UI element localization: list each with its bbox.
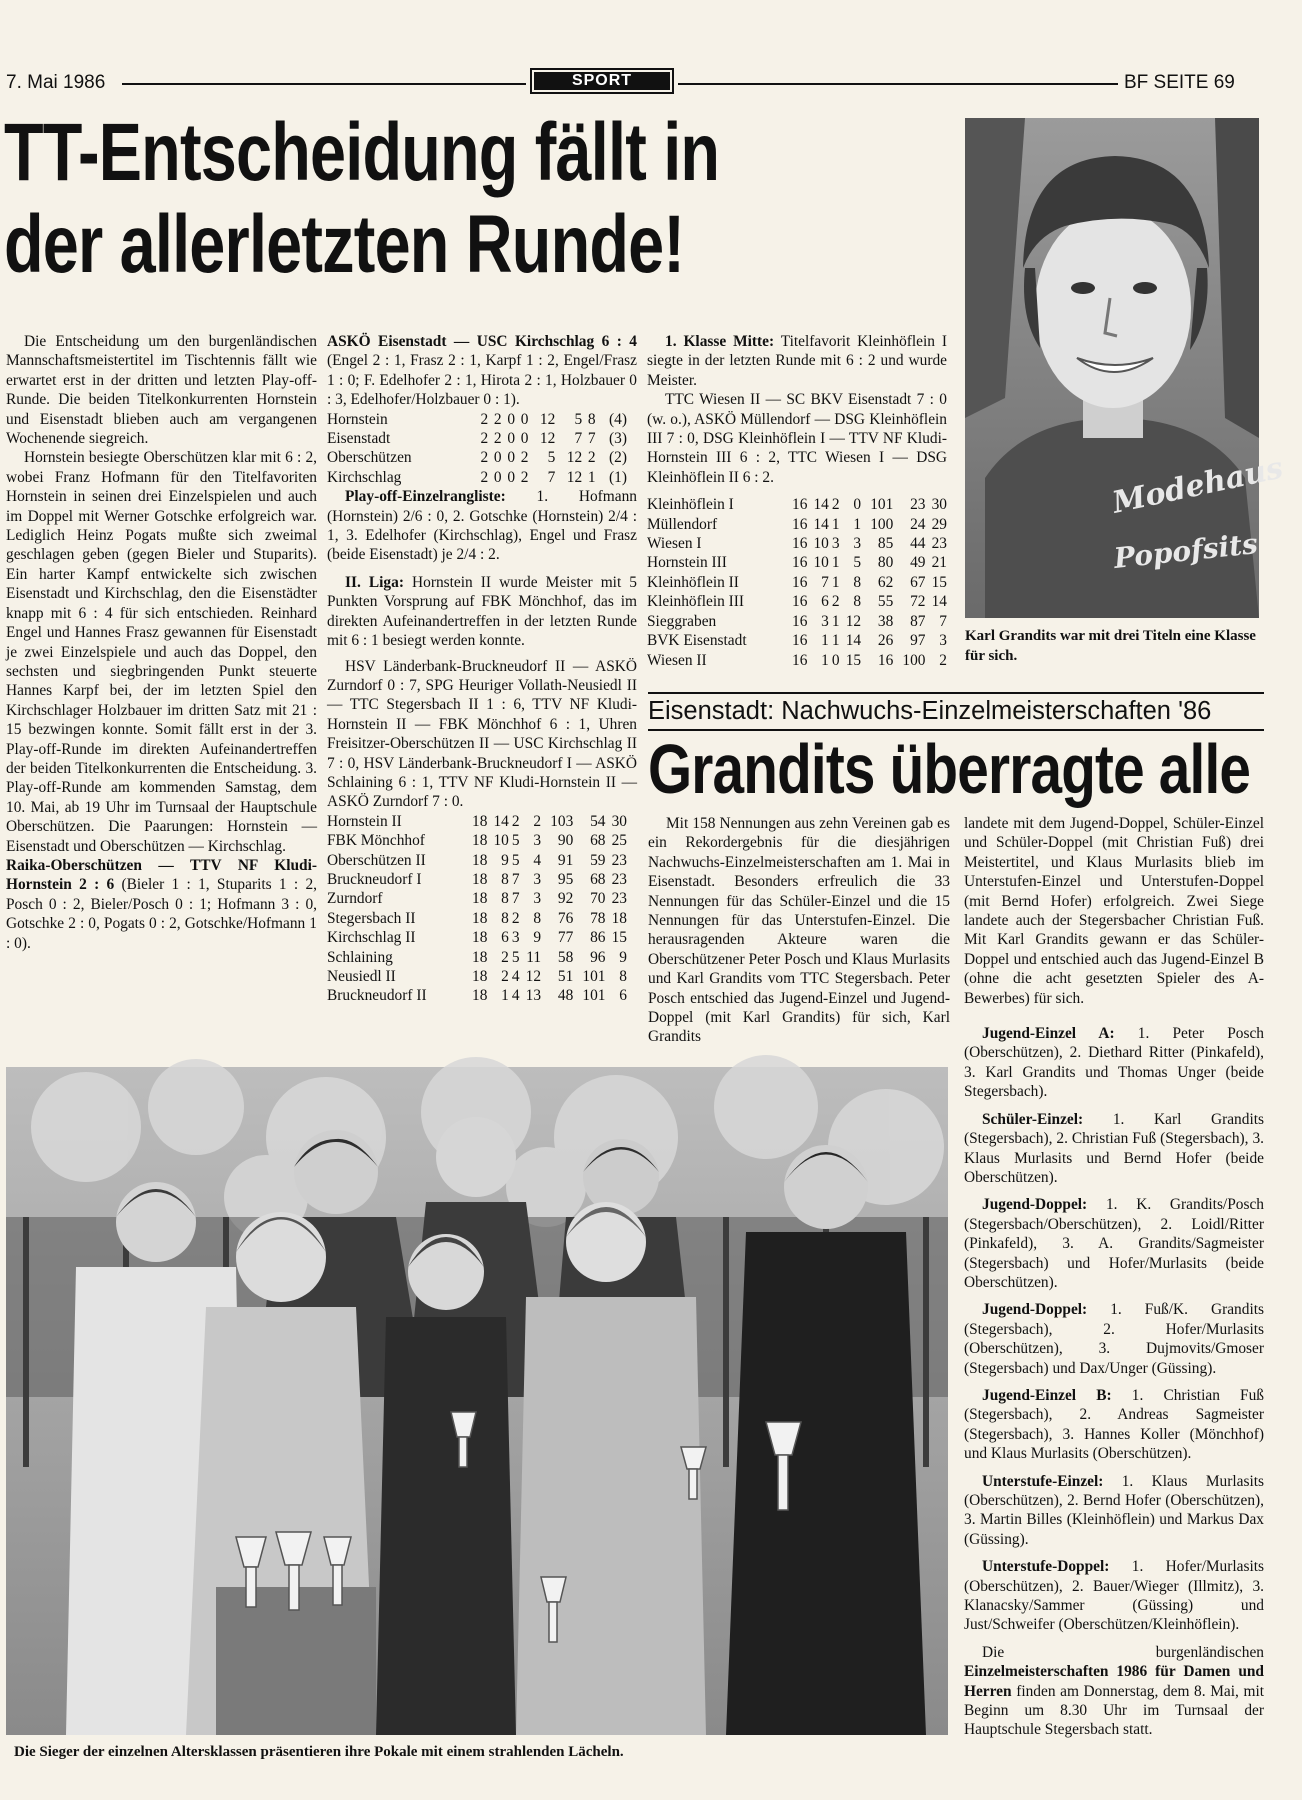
stat-cell: 15 xyxy=(611,929,627,947)
stat-cell: 1 xyxy=(853,515,862,533)
paragraph: 1. Hofmann (Hornstein) 2/6 : 0, 2. Gotschke (Hornstein) 2/4 : 1, 3. Edelhofer (Kirchschlag), Engel und Frasz (beide Eisenstadt) je 2/4 : 2. xyxy=(327,488,637,564)
stat-cell: 12 xyxy=(566,449,583,467)
table-row xyxy=(327,889,627,908)
stat-cell: 12 xyxy=(539,430,556,448)
article2-kicker: Eisenstadt: Nachwuchs-Einzelmeisterschaften '86 xyxy=(648,697,1212,725)
stat-cell: 14 xyxy=(931,593,947,611)
result-text: 1. Peter Posch (Oberschützen), 2. Diethard Ritter (Pinkafeld), 3. Karl Grandits und Thomas Unger (beide Stegersbach). xyxy=(964,1025,1264,1101)
paragraph: Titelfavorit Kleinhöflein I siegte in der letzten Runde mit 6 : 2 und wurde Meister. xyxy=(647,333,947,389)
stat-cell: 26 xyxy=(877,632,894,650)
stat-cell: 6 xyxy=(821,593,829,611)
stat-cell: 3 xyxy=(831,535,840,553)
paragraph-head: II. Liga: xyxy=(345,573,404,591)
portrait-image xyxy=(965,118,1287,618)
stat-cell: 18 xyxy=(611,909,627,927)
stat-cell: 2 xyxy=(480,449,489,467)
table-row xyxy=(647,631,947,650)
stat-cell: 2 xyxy=(831,496,840,514)
headline-line-1: TT-Entscheidung fällt in xyxy=(4,107,720,198)
paragraph: Hornstein besiegte Oberschützen klar mit 6 : 2, wobei Franz Hofmann für den Titelfavoriten Hornstein in seinen drei Einzelspielen und auch im Doppel mit Werner Gotschke erfolgreich war. Lediglich Heinz Pogats mußte sich zweimal geschlagen geben (gegen Bieler und Stuparits). Ein harter Kampf entwickelte sich zwischen Eisenstadt und Kirchschlag, den die Eisenstädter knapp mit 6 : 4 für sich entschieden. Reinhard Engel und Hannes Frasz gewannen für Eisenstadt je zwei Einzelspiele und auch das Doppel, den sechsten und siegbringenden Punkt steuerte Hannes Karpf bei, der im letzten Spiel den Kirchschlager Holzbauer im dritten Satz mit 21 : 15 bezwingen konnte. Somit fällt erst in der 3. Play-off-Runde im direkten Aufeinandertreffen der beiden Titelkonkurrenten die Entscheidung. 3. Play-off-Runde am kommenden Samstag, dem 10. Mai, ab 19 Uhr im Turnsaal der Hauptschule Oberschützen. Die Paarungen: Hornstein — Eisenstadt und Oberschützen — Kirchschlag. xyxy=(6,449,317,855)
stat-cell: 5 xyxy=(574,410,583,428)
stat-cell: 44 xyxy=(910,535,926,553)
stat-cell: 100 xyxy=(870,515,894,533)
stat-cell: 14 xyxy=(813,515,829,533)
paragraph: HSV Länderbank-Bruckneudorf II — ASKÖ Zurndorf 0 : 7, SPG Heuriger Vollath-Neusiedl II — TTC Stegersbach II 1 : 6, TTV NF Kludi-Hornstein II — FBK Mönchhof 6 : 1, Uhren Freisitzer-Oberschützen II — USC Kirchschlag II 7 : 0, HSV Länderbank-Bruckneudorf I — ASKÖ Schlaining 6 : 1, TTV NF Kludi-Hornstein II — ASKÖ Zurndorf 7 : 0. xyxy=(327,657,637,811)
stat-cell: 5 xyxy=(547,449,556,467)
team-name: Schlaining xyxy=(327,948,393,966)
paragraph: Mit 158 Nennungen aus zehn Vereinen gab es ein Rekordergebnis für die diesjährigen Nachwuchs-Einzelmeisterschaften am 1. Mai in Eisenstadt. Besonders erfreulich die 33 Nennungen für das Schüler-Einzel und die 15 Nennungen für das Unterstufen-Einzel. Die herausragenden Akteure waren die Oberschützener Peter Posch und Klaus Murlasits und Karl Grandits vom TTC Stegersbach. Peter Posch entschied das Jugend-Einzel und Jugend-Doppel (mit Karl Grandits) für sich, Karl Grandits xyxy=(648,815,950,1046)
stat-cell: 9 xyxy=(619,948,627,966)
portrait-photo xyxy=(965,118,1287,618)
stat-cell: 49 xyxy=(910,554,926,572)
stat-cell: 8 xyxy=(501,870,509,888)
team-name: Neusiedl II xyxy=(327,968,396,985)
result-text: 1. Fuß/K. Grandits (Stegersbach), 2. Hofer/Murlasits (Oberschützen), 3. Dujmovits/Gmoser (Stegersbach) und Dax/Unger (Güssing). xyxy=(964,1301,1264,1377)
stat-cell: 16 xyxy=(792,535,808,553)
stat-cell: 86 xyxy=(590,929,606,947)
stat-cell: 21 xyxy=(931,554,947,572)
stat-cell: 67 xyxy=(910,573,926,591)
table-row xyxy=(647,612,947,631)
stat-cell: 8 xyxy=(853,573,862,591)
stat-cell: 16 xyxy=(792,612,808,630)
stat-cell: 97 xyxy=(910,632,926,650)
stat-cell: 96 xyxy=(590,948,606,966)
article2-column-2 xyxy=(964,814,1264,1740)
stat-cell: 68 xyxy=(590,870,606,888)
stat-cell: 1 xyxy=(831,632,840,650)
stat-cell: 0 xyxy=(493,449,502,467)
stat-cell: 16 xyxy=(877,651,894,669)
closing-post: finden am Donnerstag, dem 8. Mai, mit Beginn um 8.30 Uhr im Turnsaal der Hauptschule Stegersbach statt. xyxy=(964,1682,1264,1739)
table-row xyxy=(327,870,627,889)
stat-cell: 18 xyxy=(472,851,488,869)
stat-cell: 10 xyxy=(493,832,509,850)
result-text: 1. K. Grandits/Posch (Stegersbach/Oberschützen), 2. Loidl/Ritter (Pinkafeld), 3. A. Grandits/Sagmeister (Stegersbach) und Hofer/Murlasits (beide Oberschützen). xyxy=(964,1196,1264,1291)
stat-cell: 48 xyxy=(557,987,574,1005)
result-entry xyxy=(964,1557,1264,1635)
paragraph-head: Raika-Oberschützen — TTV NF Kludi-Hornstein 2 : 6 xyxy=(6,856,317,894)
stat-cell: 14 xyxy=(493,812,509,830)
table-row xyxy=(647,534,947,553)
stat-cell: 1 xyxy=(821,651,829,669)
liga2-table xyxy=(327,812,627,1006)
stat-cell: 72 xyxy=(910,593,926,611)
stat-cell: 1 xyxy=(831,515,840,533)
stat-cell: 7 xyxy=(511,870,520,888)
stat-cell: (4) xyxy=(609,410,627,428)
stat-cell: 7 xyxy=(511,890,520,908)
stat-cell: 90 xyxy=(557,832,574,850)
result-category: Jugend-Doppel: xyxy=(982,1301,1088,1319)
stat-cell: 92 xyxy=(557,890,574,908)
stat-cell: 8 xyxy=(501,909,509,927)
stat-cell: 11 xyxy=(526,948,542,966)
paragraph: Die Entscheidung um den burgenländischen Mannschaftsmeistertitel im Tischtennis fällt wie erwartet erst in der dritten und letzten Play-off-Runde. Die beiden Titelkonkurrenten Hornstein und Eisenstadt blieben auch am vergangenen Wochenende siegreich. xyxy=(6,333,317,448)
group-photo-image xyxy=(6,1067,948,1735)
paragraph-head: Play-off-Einzelrangliste: xyxy=(345,488,506,506)
portrait-caption: Karl Grandits war mit drei Titeln eine Klasse für sich. xyxy=(965,628,1256,664)
paragraph: (Bieler 1 : 1, Stuparits 1 : 2, Posch 0 : 2, Bieler/Posch 0 : 1; Hofmann 3 : 0, Gotschke 2 : 0, Pogats 0 : 2, Gotschke/Hofmann 1 : 0). xyxy=(6,876,317,952)
result-text: 1. Klaus Murlasits (Oberschützen), 2. Bernd Hofer (Oberschützen), 3. Martin Billes (Kleinhöflein) und Markus Dax (Güssing). xyxy=(964,1472,1264,1548)
stat-cell: 18 xyxy=(472,948,488,966)
stat-cell: 1 xyxy=(831,554,840,572)
stat-cell: 7 xyxy=(587,430,596,448)
header-date: 7. Mai 1986 xyxy=(6,72,106,93)
table-row xyxy=(327,851,627,870)
stat-cell: 55 xyxy=(877,593,894,611)
stat-cell: 15 xyxy=(931,573,947,591)
stat-cell: 18 xyxy=(472,832,488,850)
stat-cell: 13 xyxy=(525,987,542,1005)
header-rule-left xyxy=(122,83,526,85)
stat-cell: (3) xyxy=(609,430,627,448)
table-row xyxy=(327,909,627,928)
group-photo xyxy=(6,1067,948,1735)
stat-cell: 16 xyxy=(792,632,808,650)
stat-cell: 30 xyxy=(611,812,627,830)
stat-cell: 70 xyxy=(590,890,606,908)
team-name: Oberschützen II xyxy=(327,851,426,869)
stat-cell: 23 xyxy=(611,890,627,908)
stat-cell: 12 xyxy=(539,410,556,428)
stat-cell: 2 xyxy=(501,948,509,966)
stat-cell: 0 xyxy=(853,496,862,514)
result-category: Jugend-Doppel: xyxy=(982,1196,1088,1214)
shirt-text-2: Popofsits xyxy=(1112,527,1260,575)
paragraph-head: 1. Klasse Mitte: xyxy=(665,333,775,350)
stat-cell: 1 xyxy=(587,468,596,486)
stat-cell: 9 xyxy=(501,851,509,869)
stat-cell: 1 xyxy=(501,987,509,1005)
stat-cell: 3 xyxy=(853,535,862,553)
stat-cell: 2 xyxy=(587,449,596,467)
article1-column-3 xyxy=(647,332,947,670)
table-row xyxy=(327,812,627,831)
team-name: BVK Eisenstadt xyxy=(647,632,747,650)
stat-cell: 7 xyxy=(821,573,829,591)
stat-cell: 8 xyxy=(501,890,509,908)
stat-cell: 5 xyxy=(511,832,520,850)
table-row xyxy=(327,410,627,429)
team-name: FBK Mönchhof xyxy=(327,832,425,850)
stat-cell: 101 xyxy=(870,496,894,514)
team-name: Bruckneudorf I xyxy=(327,870,422,888)
stat-cell: 7 xyxy=(574,430,583,448)
stat-cell: 15 xyxy=(845,651,862,669)
team-name: Kirchschlag xyxy=(327,468,402,486)
result-entry xyxy=(964,1300,1264,1378)
stat-cell: 2 xyxy=(511,909,520,927)
stat-cell: 3 xyxy=(939,632,947,650)
results-list xyxy=(964,1024,1264,1635)
section-label: SPORT xyxy=(534,72,670,90)
team-name: Sieggraben xyxy=(647,612,717,630)
article1-column-1 xyxy=(6,332,317,953)
stat-cell: 1 xyxy=(821,632,829,650)
headline-line-2: der allerletzten Runde! xyxy=(4,199,685,290)
stat-cell: 14 xyxy=(845,632,862,650)
stat-cell: 18 xyxy=(472,929,488,947)
stat-cell: 18 xyxy=(472,812,488,830)
table-row xyxy=(647,515,947,534)
stat-cell: 95 xyxy=(557,870,574,888)
closing-bold: Einzelmeisterschaften 1986 für Damen und Herren xyxy=(964,1663,1264,1700)
stat-cell: 16 xyxy=(792,554,808,572)
stat-cell: 29 xyxy=(931,515,947,533)
stat-cell: 23 xyxy=(611,851,627,869)
stat-cell: 0 xyxy=(507,430,516,448)
stat-cell: 1 xyxy=(831,612,840,630)
team-name: Eisenstadt xyxy=(327,430,391,448)
table-row xyxy=(327,986,627,1005)
result-entry xyxy=(964,1110,1264,1188)
table-row xyxy=(647,592,947,611)
stat-cell: 16 xyxy=(792,573,808,591)
paragraph: TTC Wiesen II — SC BKV Eisenstadt 7 : 0 (w. o.), ASKÖ Müllendorf — DSG Kleinhöflein III 7 : 0, DSG Kleinhöflein I — TTV NF Kludi-Hornstein III 6 : 2, TTC Wiesen I — DSG Kleinhöflein II 6 : 2. xyxy=(647,391,947,486)
stat-cell: 25 xyxy=(611,832,627,850)
stat-cell: 30 xyxy=(931,496,947,514)
table-row xyxy=(647,651,947,670)
stat-cell: 2 xyxy=(831,593,840,611)
stat-cell: 58 xyxy=(557,948,574,966)
result-text: 1. Christian Fuß (Stegersbach), 2. Andreas Sagmeister (Stegersbach), 3. Hannes Koller (Mönchhof) und Klaus Murlasits (Oberschützen). xyxy=(964,1386,1264,1463)
stat-cell: 0 xyxy=(520,410,529,428)
paragraph: landete mit dem Jugend-Doppel, Schüler-Einzel und Schüler-Doppel (mit Christian Fuß) drei Meistertitel, und Klaus Murlasits blieb im Unterstufen-Einzel und Unterstufen-Doppel (mit Bernd Hofer) erfolgreich. Zwei Siege landete auch der Stegersbacher Christian Fuß. Mit Karl Grandits gewann er das Schüler-Doppel und entschied auch das Jugend-Einzel B (ohne die acht gesetzten Spieler des A-Bewerbes) für sich. xyxy=(964,815,1264,1007)
paragraph: (Engel 2 : 1, Frasz 2 : 1, Karpf 1 : 2, Engel/Frasz 1 : 0; F. Edelhofer 2 : 1, Hirota 2 : 1, Holzbauer 0 : 3, Edelhofer/Holzbauer 0 : 1). xyxy=(327,352,637,409)
team-name: Bruckneudorf II xyxy=(327,987,427,1005)
stat-cell: 4 xyxy=(511,968,520,985)
result-entry xyxy=(964,1195,1264,1292)
stat-cell: 4 xyxy=(533,851,542,869)
table-row xyxy=(647,573,947,592)
stat-cell: 12 xyxy=(566,468,583,486)
stat-cell: 38 xyxy=(877,612,894,630)
stat-cell: 87 xyxy=(910,612,926,630)
stat-cell: 3 xyxy=(533,870,542,888)
stat-cell: 80 xyxy=(877,554,894,572)
stat-cell: 6 xyxy=(501,929,509,947)
stat-cell: 0 xyxy=(493,468,502,486)
stat-cell: 18 xyxy=(472,968,488,985)
table-row xyxy=(327,429,627,448)
playoff-table xyxy=(327,410,627,488)
stat-cell: 100 xyxy=(902,651,926,669)
team-name: Müllendorf xyxy=(647,515,718,533)
stat-cell: 7 xyxy=(939,612,947,630)
stat-cell: 8 xyxy=(587,410,596,428)
stat-cell: 76 xyxy=(557,909,574,927)
stat-cell: 18 xyxy=(472,890,488,908)
stat-cell: 6 xyxy=(619,987,627,1005)
stat-cell: 2 xyxy=(520,449,529,467)
stat-cell: 16 xyxy=(792,651,808,669)
team-name: Kleinhöflein I xyxy=(647,496,734,514)
stat-cell: 3 xyxy=(821,612,829,630)
team-name: Hornstein III xyxy=(647,554,727,572)
stat-cell: 14 xyxy=(813,496,829,514)
result-entry xyxy=(964,1472,1264,1550)
stat-cell: 5 xyxy=(853,554,862,572)
stat-cell: 2 xyxy=(520,468,529,486)
stat-cell: 23 xyxy=(910,496,926,514)
shirt-text-1: Modehaus xyxy=(1109,450,1287,521)
result-entry xyxy=(964,1386,1264,1464)
paragraph-head: ASKÖ Eisenstadt — USC Kirchschlag 6 : 4 xyxy=(327,333,637,350)
stat-cell: 8 xyxy=(619,968,627,985)
team-name: Kirchschlag II xyxy=(327,929,416,947)
stat-cell: 3 xyxy=(511,929,520,947)
stat-cell: 8 xyxy=(853,593,862,611)
result-entry xyxy=(964,1024,1264,1102)
stat-cell: 16 xyxy=(792,593,808,611)
team-name: Kleinhöflein III xyxy=(647,593,745,611)
result-text: 1. Hofer/Murlasits (Oberschützen), 2. Bauer/Wieger (Illmitz), 3. Klanacsky/Sammer (Güssing) und Just/Schweifer (Oberschützen/Kleinhöflein). xyxy=(964,1558,1264,1634)
stat-cell: 91 xyxy=(557,851,574,869)
article2-rule-top xyxy=(648,692,1264,694)
stat-cell: 59 xyxy=(590,851,606,869)
stat-cell: 10 xyxy=(813,554,829,572)
stat-cell: 12 xyxy=(845,612,862,630)
stat-cell: 54 xyxy=(590,812,606,830)
result-category: Schüler-Einzel: xyxy=(982,1110,1084,1128)
group-photo-caption: Die Sieger der einzelnen Altersklassen präsentieren ihre Pokale mit einem strahlenden Lächeln. xyxy=(14,1744,624,1760)
closing-pre: Die burgenländischen xyxy=(982,1643,1264,1661)
team-name: Hornstein II xyxy=(327,812,402,830)
klasse-mitte-table xyxy=(647,495,947,670)
stat-cell: 23 xyxy=(931,535,947,553)
result-category: Jugend-Einzel A: xyxy=(982,1025,1115,1043)
table-row xyxy=(327,468,627,487)
stat-cell: 3 xyxy=(533,832,542,850)
stat-cell: 101 xyxy=(582,968,606,985)
stat-cell: 2 xyxy=(480,430,489,448)
stat-cell: 2 xyxy=(480,468,489,486)
stat-cell: 16 xyxy=(792,496,808,514)
stat-cell: 103 xyxy=(550,812,574,830)
stat-cell: 2 xyxy=(511,812,520,830)
article1-column-2 xyxy=(327,332,637,1006)
team-name: Oberschützen xyxy=(327,449,412,467)
team-name: Hornstein xyxy=(327,410,388,428)
table-row xyxy=(647,495,947,514)
table-row xyxy=(327,831,627,850)
table-row xyxy=(647,553,947,572)
stat-cell: 12 xyxy=(525,968,542,985)
table-row xyxy=(327,967,627,986)
paragraph: Hornstein II wurde Meister mit 5 Punkten Vorsprung auf FBK Mönchhof, das im direkten Aufeinandertreffen in der letzten Runde mit 6 : 1 besiegt werden konnte. xyxy=(327,573,637,650)
stat-cell: 4 xyxy=(511,987,520,1005)
stat-cell: 24 xyxy=(910,515,926,533)
stat-cell: 8 xyxy=(533,909,542,927)
result-category: Unterstufe-Einzel: xyxy=(982,1472,1104,1490)
stat-cell: 85 xyxy=(877,535,894,553)
stat-cell: 23 xyxy=(611,870,627,888)
stat-cell: 51 xyxy=(557,968,574,985)
stat-cell: 62 xyxy=(877,573,894,591)
result-category: Jugend-Einzel B: xyxy=(982,1386,1112,1404)
stat-cell: 1 xyxy=(831,573,840,591)
article2-column-1 xyxy=(648,814,950,1047)
stat-cell: 0 xyxy=(507,449,516,467)
stat-cell: 2 xyxy=(480,410,489,428)
team-name: Wiesen II xyxy=(647,651,707,669)
result-text: 1. Karl Grandits (Stegersbach), 2. Christian Fuß (Stegersbach), 3. Klaus Murlasits und Bernd Hofer (beide Oberschützen). xyxy=(964,1110,1264,1186)
header-rule-right xyxy=(678,83,1118,85)
section-box xyxy=(530,68,674,94)
article2-headline: Grandits überragte alle xyxy=(648,730,1251,808)
stat-cell: 0 xyxy=(507,468,516,486)
stat-cell: 16 xyxy=(792,515,808,533)
stat-cell: 18 xyxy=(472,909,488,927)
stat-cell: 9 xyxy=(533,929,542,947)
team-name: Stegersbach II xyxy=(327,909,416,927)
table-row xyxy=(327,448,627,467)
table-row xyxy=(327,928,627,947)
stat-cell: 2 xyxy=(533,812,542,830)
stat-cell: (2) xyxy=(609,449,627,467)
result-category: Unterstufe-Doppel: xyxy=(982,1558,1110,1576)
team-name: Zurndorf xyxy=(327,890,383,908)
stat-cell: 0 xyxy=(831,651,840,669)
stat-cell: 2 xyxy=(501,968,509,985)
stat-cell: 18 xyxy=(472,870,488,888)
stat-cell: 2 xyxy=(493,410,502,428)
stat-cell: 5 xyxy=(511,851,520,869)
stat-cell: 5 xyxy=(511,948,520,966)
stat-cell: (1) xyxy=(609,468,627,486)
stat-cell: 2 xyxy=(493,430,502,448)
stat-cell: 3 xyxy=(533,890,542,908)
header-page: BF SEITE 69 xyxy=(1124,72,1235,93)
team-name: Wiesen I xyxy=(647,535,702,553)
stat-cell: 10 xyxy=(813,535,829,553)
stat-cell: 78 xyxy=(590,909,606,927)
stat-cell: 68 xyxy=(590,832,606,850)
stat-cell: 0 xyxy=(507,410,516,428)
team-name: Kleinhöflein II xyxy=(647,573,739,591)
stat-cell: 0 xyxy=(520,430,529,448)
stat-cell: 18 xyxy=(472,987,488,1005)
stat-cell: 2 xyxy=(939,651,947,669)
stat-cell: 77 xyxy=(557,929,574,947)
stat-cell: 101 xyxy=(582,987,606,1005)
table-row xyxy=(327,948,627,967)
stat-cell: 7 xyxy=(547,468,556,486)
